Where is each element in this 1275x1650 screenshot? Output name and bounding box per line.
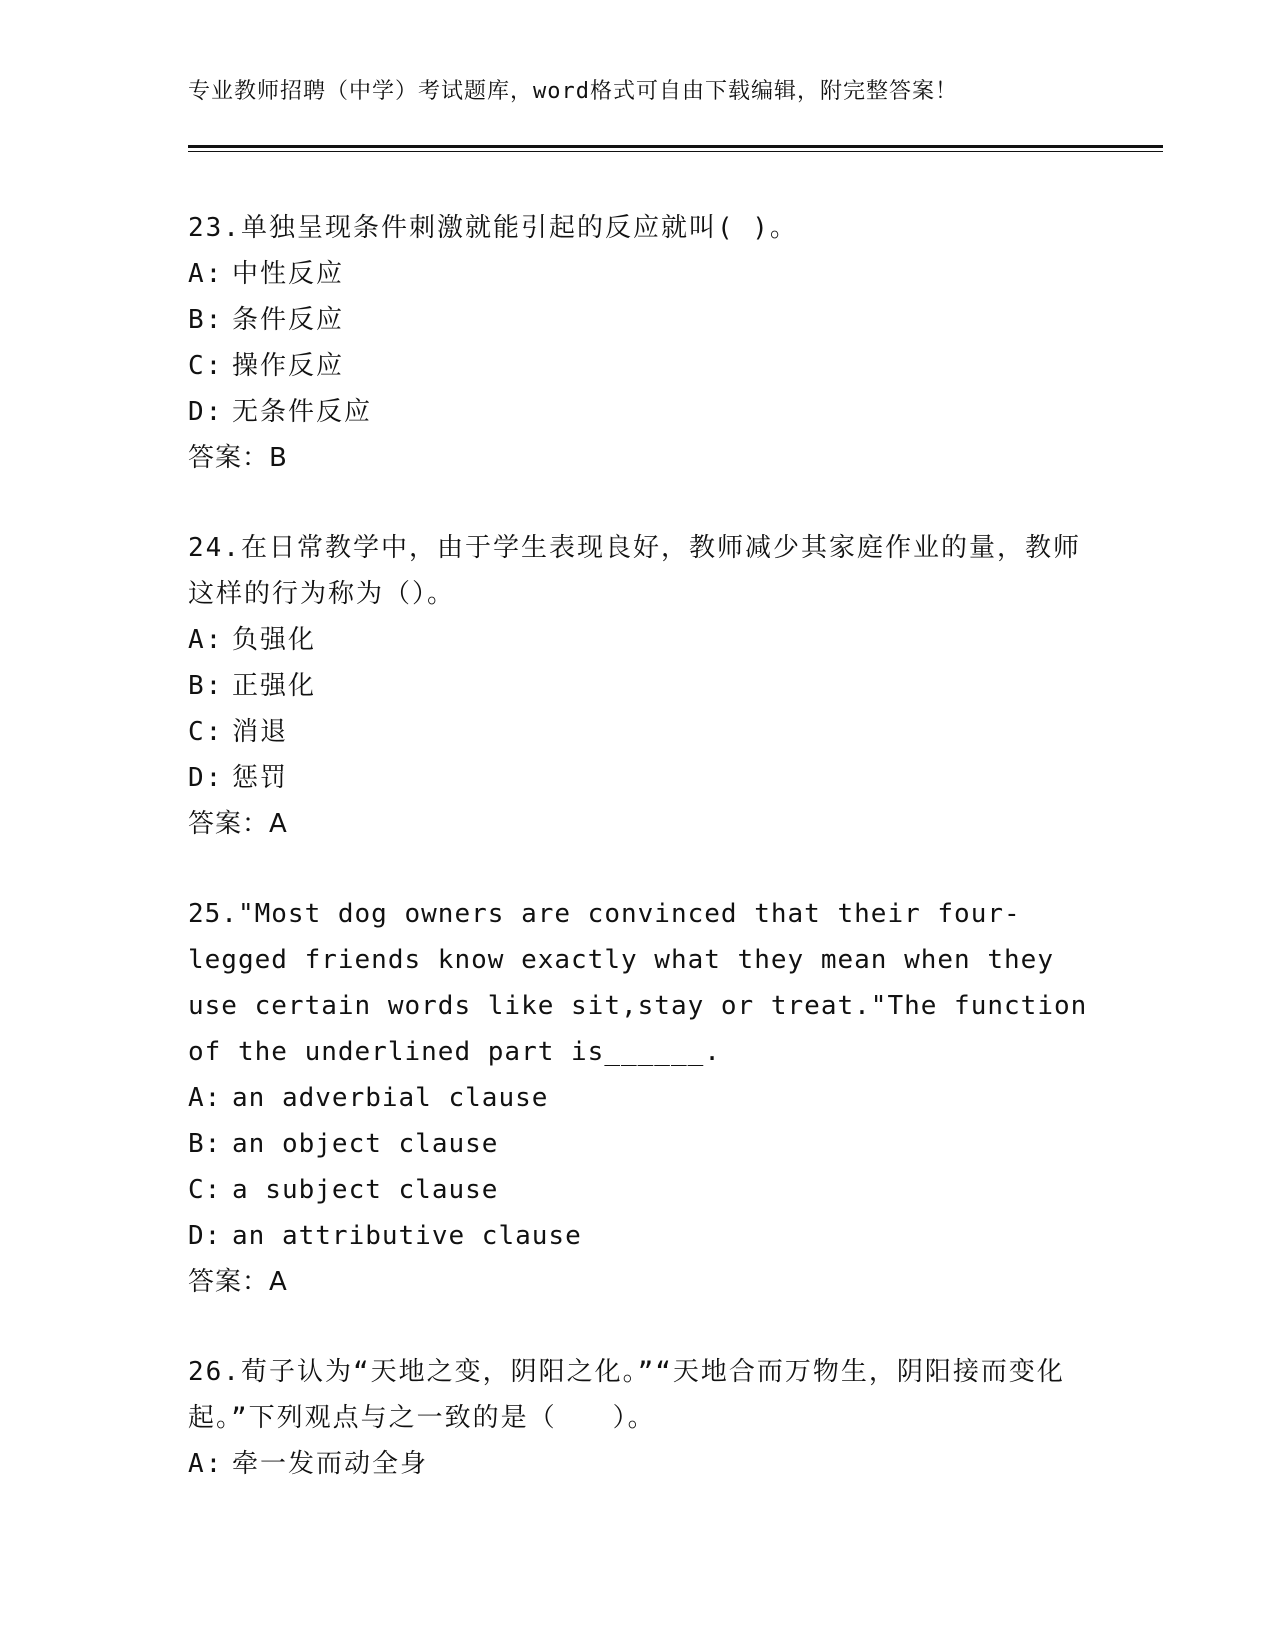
question-stem: 26.荀子认为“天地之变，阴阳之化。”“天地合而万物生，阴阳接而变化起。”下列观点与之一致的是（ ）。 bbox=[188, 1357, 1065, 1433]
option-text: 惩罚 bbox=[232, 763, 289, 793]
question-26 bbox=[188, 1349, 1088, 1487]
option-letter: A: bbox=[188, 1083, 222, 1113]
question-list bbox=[188, 205, 1088, 1531]
option-letter: B: bbox=[188, 671, 224, 701]
option-text: 条件反应 bbox=[232, 305, 345, 335]
header-rule-thick bbox=[188, 145, 1163, 148]
question-stem: 25."Most dog owners are convinced that their four-legged friends know exactly what they mean when they use certain words like sit,stay or treat."The function of the underlined part is______. bbox=[188, 899, 1088, 1067]
option-text: 操作反应 bbox=[232, 351, 345, 381]
option-letter: D: bbox=[188, 397, 224, 427]
option-text: an adverbial clause bbox=[232, 1083, 549, 1113]
question-24 bbox=[188, 525, 1088, 847]
question-25 bbox=[188, 891, 1088, 1305]
option-b bbox=[188, 663, 1088, 709]
option-text: 牵一发而动全身 bbox=[232, 1449, 429, 1479]
option-c bbox=[188, 709, 1088, 755]
option-letter: C: bbox=[188, 1175, 222, 1205]
option-letter: A: bbox=[188, 1449, 224, 1479]
question-23 bbox=[188, 205, 1088, 481]
option-text: 中性反应 bbox=[232, 259, 345, 289]
option-text: an attributive clause bbox=[232, 1221, 582, 1251]
option-letter: D: bbox=[188, 1221, 222, 1251]
option-text: 负强化 bbox=[232, 625, 317, 655]
answer-line: 答案：B bbox=[188, 443, 288, 473]
option-letter: C: bbox=[188, 717, 224, 747]
option-a bbox=[188, 251, 1088, 297]
option-text: 无条件反应 bbox=[232, 397, 373, 427]
option-text: 消退 bbox=[232, 717, 289, 747]
option-letter: B: bbox=[188, 305, 224, 335]
header-rule-thin bbox=[188, 151, 1163, 152]
option-letter: C: bbox=[188, 351, 224, 381]
answer-line: 答案：A bbox=[188, 809, 288, 839]
option-d bbox=[188, 1213, 1088, 1259]
question-stem: 23.单独呈现条件刺激就能引起的反应就叫( )。 bbox=[188, 213, 798, 243]
option-a bbox=[188, 617, 1088, 663]
option-b bbox=[188, 297, 1088, 343]
option-c bbox=[188, 1167, 1088, 1213]
option-letter: D: bbox=[188, 763, 224, 793]
option-letter: A: bbox=[188, 259, 224, 289]
option-text: an object clause bbox=[232, 1129, 499, 1159]
option-letter: A: bbox=[188, 625, 224, 655]
option-c bbox=[188, 343, 1088, 389]
option-d bbox=[188, 389, 1088, 435]
option-letter: B: bbox=[188, 1129, 222, 1159]
option-a bbox=[188, 1441, 1088, 1487]
option-b bbox=[188, 1121, 1088, 1167]
answer-line: 答案：A bbox=[188, 1267, 288, 1297]
question-stem: 24.在日常教学中，由于学生表现良好，教师减少其家庭作业的量，教师这样的行为称为（）。 bbox=[188, 533, 1081, 609]
option-text: a subject clause bbox=[232, 1175, 499, 1205]
option-d bbox=[188, 755, 1088, 801]
option-text: 正强化 bbox=[232, 671, 317, 701]
page-header: 专业教师招聘（中学）考试题库，word格式可自由下载编辑，附完整答案！ bbox=[188, 79, 958, 104]
option-a bbox=[188, 1075, 1088, 1121]
